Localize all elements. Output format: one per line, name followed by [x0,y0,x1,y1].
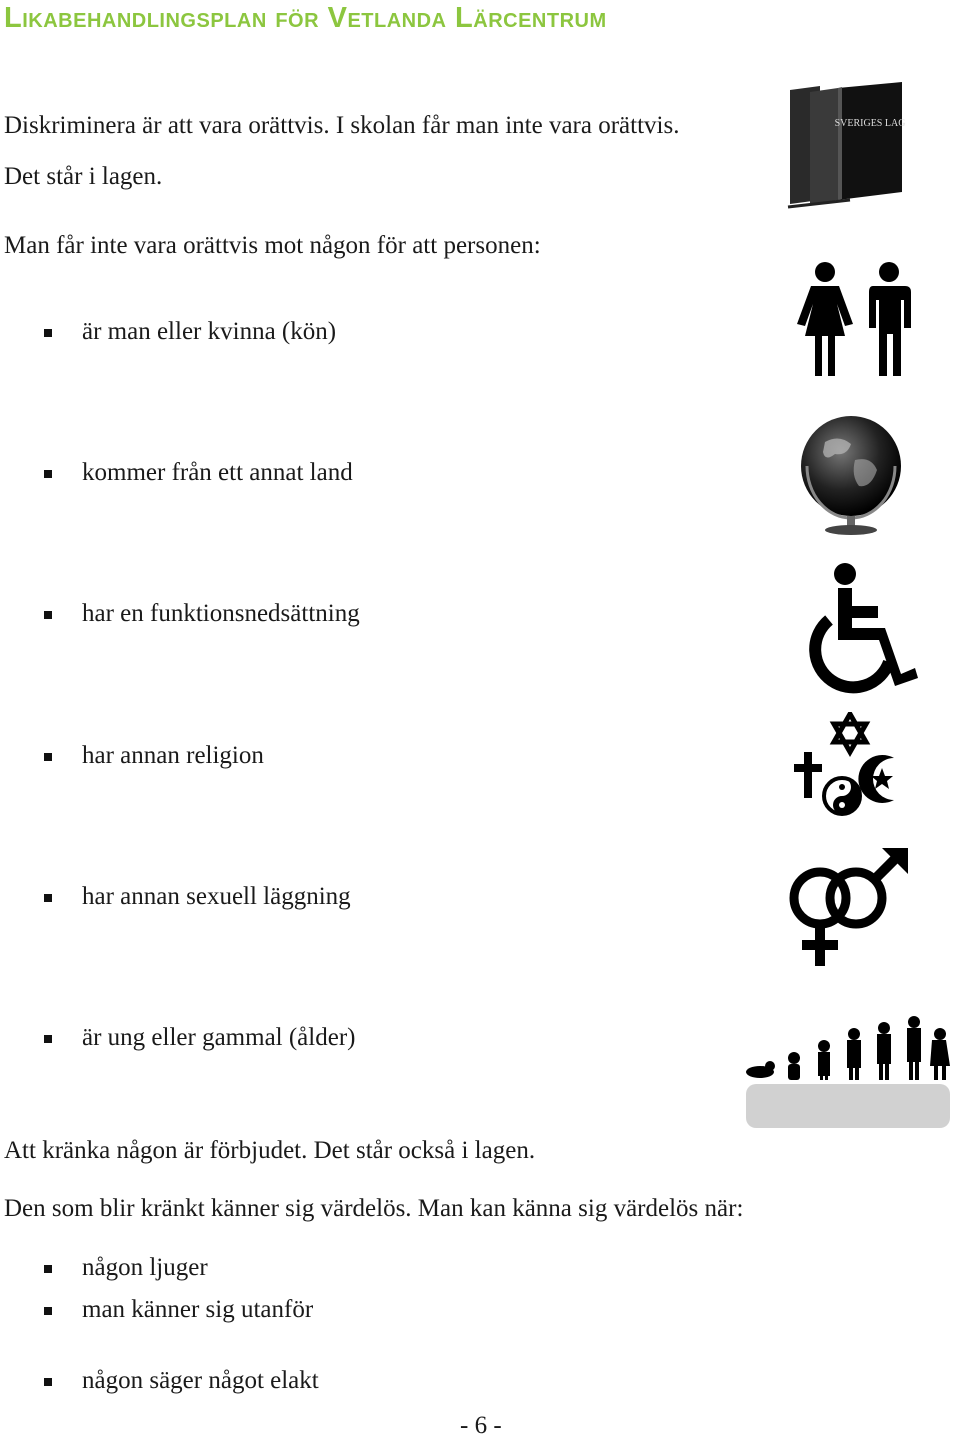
bullet-square-icon [44,470,52,478]
list-item-label: någon ljuger [82,1254,208,1281]
list-item-label: någon säger något elakt [82,1367,319,1394]
bullet-square-icon [44,1378,52,1386]
list-item-label: kommer från ett annat land [82,459,353,486]
age-progression-icon [742,1010,954,1132]
outro-line-1: Att kränka någon är förbjudet. Det står också i lagen. [4,1137,536,1164]
page-number: - 6 - [460,1412,502,1439]
book-cover-text: SVERIGES LAG [834,118,906,129]
bullet-square-icon [44,329,52,337]
intro-line-1: Diskriminera är att vara orättvis. I skolan får man inte vara orättvis. [4,112,680,139]
intro-line-3: Man får inte vara orättvis mot någon för att personen: [4,232,541,259]
intro-line-2: Det står i lagen. [4,163,163,190]
list-item-label: man känner sig utanför [82,1296,314,1323]
globe-icon [795,412,907,536]
list-item-label: är ung eller gammal (ålder) [82,1024,356,1051]
bullet-square-icon [44,753,52,761]
outro-line-2: Den som blir kränkt känner sig värdelös. Man kan känna sig värdelös när: [4,1195,744,1222]
list-item-label: är man eller kvinna (kön) [82,318,337,345]
religion-symbols-icon [790,712,908,820]
list-item-label: har en funktionsnedsättning [82,600,360,627]
list-item-label: har annan sexuell läggning [82,883,351,910]
bullet-square-icon [44,894,52,902]
law-book-icon [780,82,910,212]
page-title: Likabehandlingsplan för Vetlanda Lärcentrum [4,2,607,34]
list-item-label: har annan religion [82,742,264,769]
bullet-square-icon [44,1035,52,1043]
bullet-square-icon [44,1265,52,1273]
gender-symbols-icon [786,846,910,970]
bullet-square-icon [44,1307,52,1315]
wheelchair-icon [805,562,919,694]
man-woman-icon [795,262,919,378]
bullet-square-icon [44,611,52,619]
